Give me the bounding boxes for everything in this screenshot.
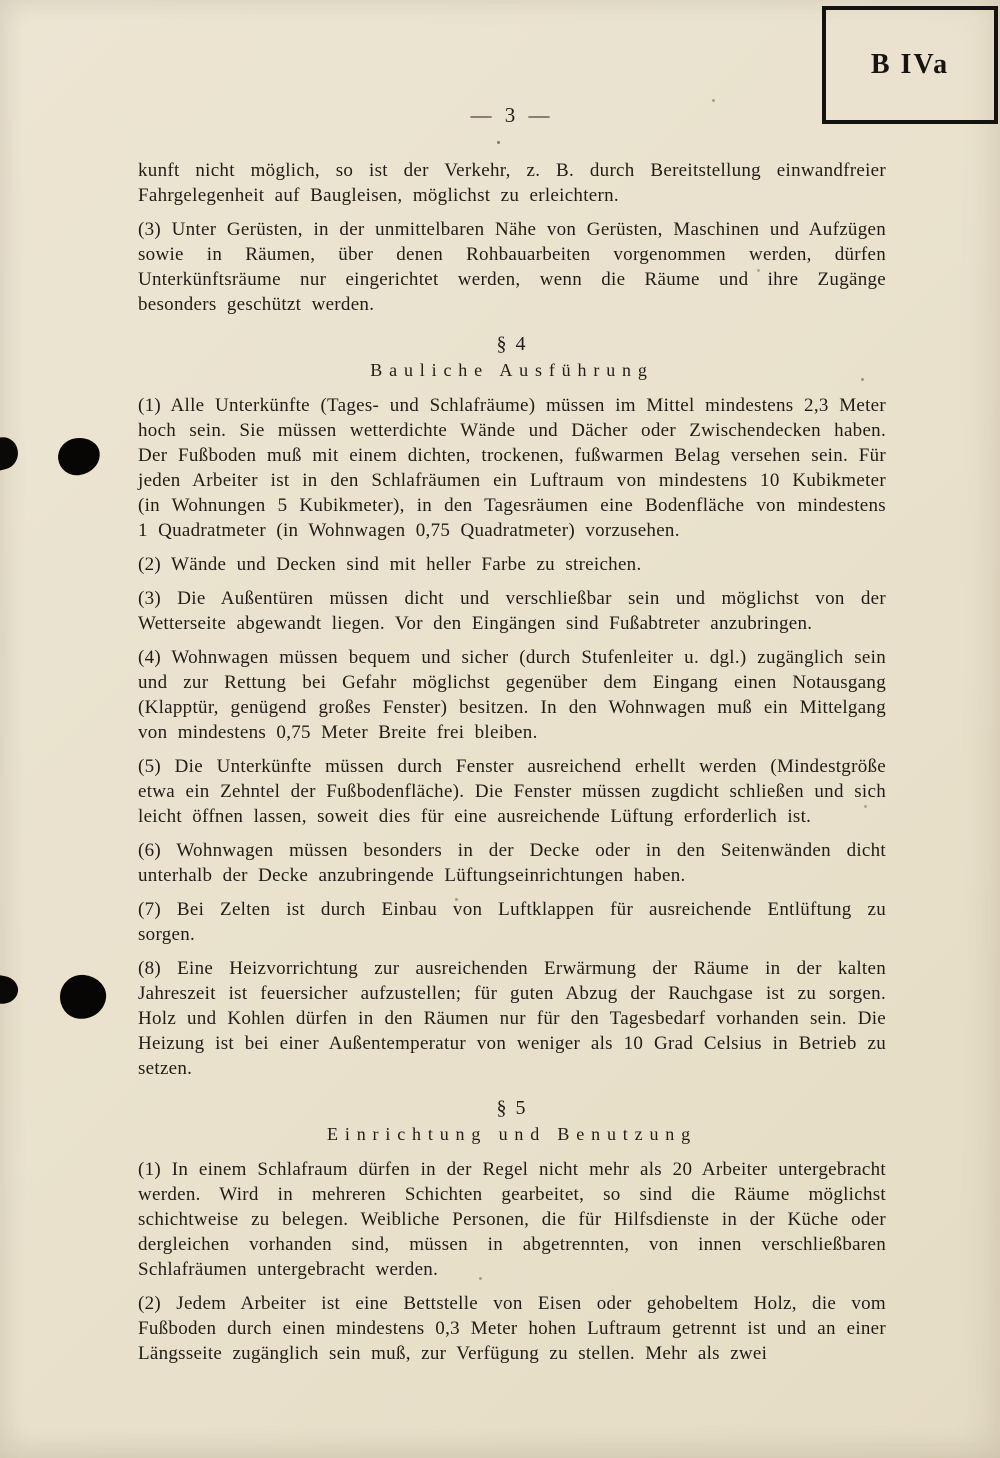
ink-blot — [58, 973, 108, 1022]
ink-blot-edge — [0, 974, 20, 1007]
s4-paragraph-6: (6) Wohnwagen müssen besonders in der Decke oder in den Seitenwänden dicht unterhalb der Decke anzubringende Lüftungseinrichtungen haben. — [138, 840, 886, 886]
section-4-number: § 4 — [496, 333, 528, 355]
s4-paragraph-8: (8) Eine Heizvorrichtung zur ausreichenden Erwärmung der Räume in der kalten Jahreszeit ist feuersicher aufzustellen; für guten Abzug der Rauchgase ist zu sorgen. Holz und Kohlen dürfen in den Räumen nur für den Tagesbedarf vorhanden sein. Die Heizung ist bei einer Außentemperatur von weniger als 10 Grad Celsius in Betrieb zu setzen. — [138, 958, 886, 1079]
s5-paragraph-1: (1) In einem Schlafraum dürfen in der Regel nicht mehr als 20 Arbeiter untergebracht werden. Wird in mehreren Schichten gearbeitet, so sind die Räume möglichst schichtweise zu belegen. Weibliche Personen, die für Hilfsdienste in der Küche oder dergleichen vorhanden sind, müssen in abgetrennten, von innen verschließbaren Schlafräumen untergebracht werden. — [138, 1159, 886, 1280]
s4-paragraph-4: (4) Wohnwagen müssen bequem und sicher (durch Stufenleiter u. dgl.) zugänglich sein und zur Rettung bei Gefahr möglichst gegenüber dem Eingang einen Notausgang (Klapptür, genügend großes Fenster) besitzen. In den Wohnwagen muß ein Mittelgang von mindestens 0,75 Meter Breite frei bleiben. — [138, 647, 886, 743]
document-body — [138, 158, 886, 1375]
s4-paragraph-2: (2) Wände und Decken sind mit heller Farbe zu streichen. — [138, 554, 642, 575]
s4-paragraph-5: (5) Die Unterkünfte müssen durch Fenster ausreichend erhellt werden (Mindestgröße etwa ein Zehntel der Fußbodenfläche). Die Fenster müssen zugdicht schließen und sich leicht öffnen lassen, soweit dies für eine ausreichende Lüftung erforderlich ist. — [138, 756, 886, 827]
paragraph-continuation: kunft nicht möglich, so ist der Verkehr, z. B. durch Bereitstellung einwandfreier Fahrgelegenheit auf Baugleisen, möglichst zu erleichtern. — [138, 160, 886, 206]
section-5-title: Einrichtung und Benutzung — [327, 1124, 697, 1144]
paragraph-3-intro-section: (3) Unter Gerüsten, in der unmittelbaren Nähe von Gerüsten, Maschinen und Aufzügen sowie in Räumen, über denen Rohbauarbeiten vorgenommen werden, dürfen Unterkünftsräume nur eingerichtet werden, wenn die Räume und ihre Zugänge besonders geschützt werden. — [138, 219, 886, 315]
s4-paragraph-1: (1) Alle Unterkünfte (Tages- und Schlafräume) müssen im Mittel mindestens 2,3 Meter hoch sein. Sie müssen wetterdichte Wände und Dächer oder Zwischendecken haben. Der Fußboden muß mit einem dichten, trockenen, fußwarmen Belag versehen sein. Für jeden Arbeiter ist in den Schlafräumen ein Luftraum von mindestens 10 Kubikmeter (in Wohnungen 5 Kubikmeter), in den Tagesräumen eine Bodenfläche von mindestens 1 Quadratmeter (in Wohnwagen 0,75 Quadratmeter) vorzusehen. — [138, 395, 886, 541]
ink-blot-edge — [0, 434, 21, 472]
classification-label: B IVa — [870, 49, 950, 80]
section-5-number: § 5 — [496, 1097, 528, 1119]
page-number: — 3 — — [470, 103, 554, 127]
s4-paragraph-3: (3) Die Außentüren müssen dicht und verschließbar sein und möglichst von der Wetterseite abgewandt liegen. Vor den Eingängen sind Fußabtreter anzubringen. — [138, 588, 886, 634]
ink-blot — [56, 435, 103, 477]
section-4-title: Bauliche Ausführung — [370, 360, 654, 380]
paper-speckle — [497, 141, 500, 144]
s5-paragraph-2: (2) Jedem Arbeiter ist eine Bettstelle von Eisen oder gehobeltem Holz, die vom Fußboden durch einen mindestens 0,3 Meter hohen Luftraum getrennt ist und an einer Längsseite zugänglich sein muß, zur Verfügung zu stellen. Mehr als zwei — [138, 1293, 886, 1364]
s4-paragraph-7: (7) Bei Zelten ist durch Einbau von Luftklappen für ausreichende Entlüftung zu sorgen. — [138, 899, 886, 945]
